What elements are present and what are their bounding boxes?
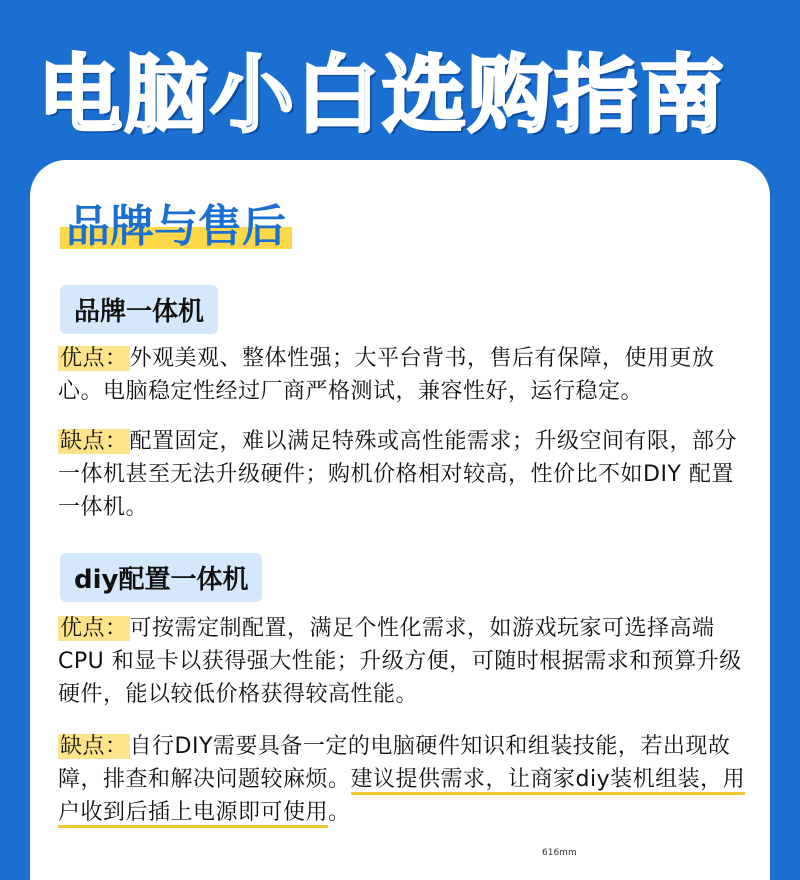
diy-pros-paragraph bbox=[58, 612, 748, 711]
brand-pros-paragraph bbox=[58, 342, 748, 408]
cons-label: 缺点： bbox=[60, 429, 128, 454]
brand-pros-text: 外观美观、整体性强；大平台背书，售后有保障，使用更放心。电脑稳定性经过厂商严格测试，兼容性好，运行稳定。 bbox=[58, 346, 715, 404]
diy-pros-text: 可按需定制配置，满足个性化需求，如游戏玩家可选择高端 CPU 和显卡以获得强大性能；升级方便，可随时根据需求和预算升级硬件，能以较低价格获得较高性能。 bbox=[58, 616, 742, 707]
diy-cons-end: 。 bbox=[328, 800, 351, 825]
dimension-footnote: 616mm bbox=[542, 848, 577, 858]
brand-cons-paragraph bbox=[58, 425, 748, 524]
cons-label: 缺点： bbox=[60, 734, 128, 759]
tag-diy-all-in-one: diy配置一体机 bbox=[60, 553, 262, 602]
brand-cons-text: 配置固定，难以满足特殊或高性能需求；升级空间有限，部分一体机甚至无法升级硬件；购机价格相对较高，性价比不如DIY 配置一体机。 bbox=[58, 429, 738, 520]
pros-label: 优点： bbox=[60, 616, 128, 641]
diy-suggestion-highlight: 建议提供需求，让商家diy装机组装，用户收到后插上电源即可使用 bbox=[58, 767, 745, 828]
pros-label: 优点： bbox=[60, 346, 128, 371]
section-heading: 品牌与售后 bbox=[60, 190, 292, 254]
tag-brand-all-in-one: 品牌一体机 bbox=[60, 285, 218, 334]
diy-cons-text: 自行DIY需要具备一定的电脑硬件知识和组装技能，若出现故障，排查和解决问题较麻烦。 bbox=[58, 734, 731, 792]
content-card bbox=[30, 160, 770, 880]
diy-cons-paragraph bbox=[58, 730, 748, 829]
page-title: 电脑小白选购指南 bbox=[38, 46, 727, 144]
